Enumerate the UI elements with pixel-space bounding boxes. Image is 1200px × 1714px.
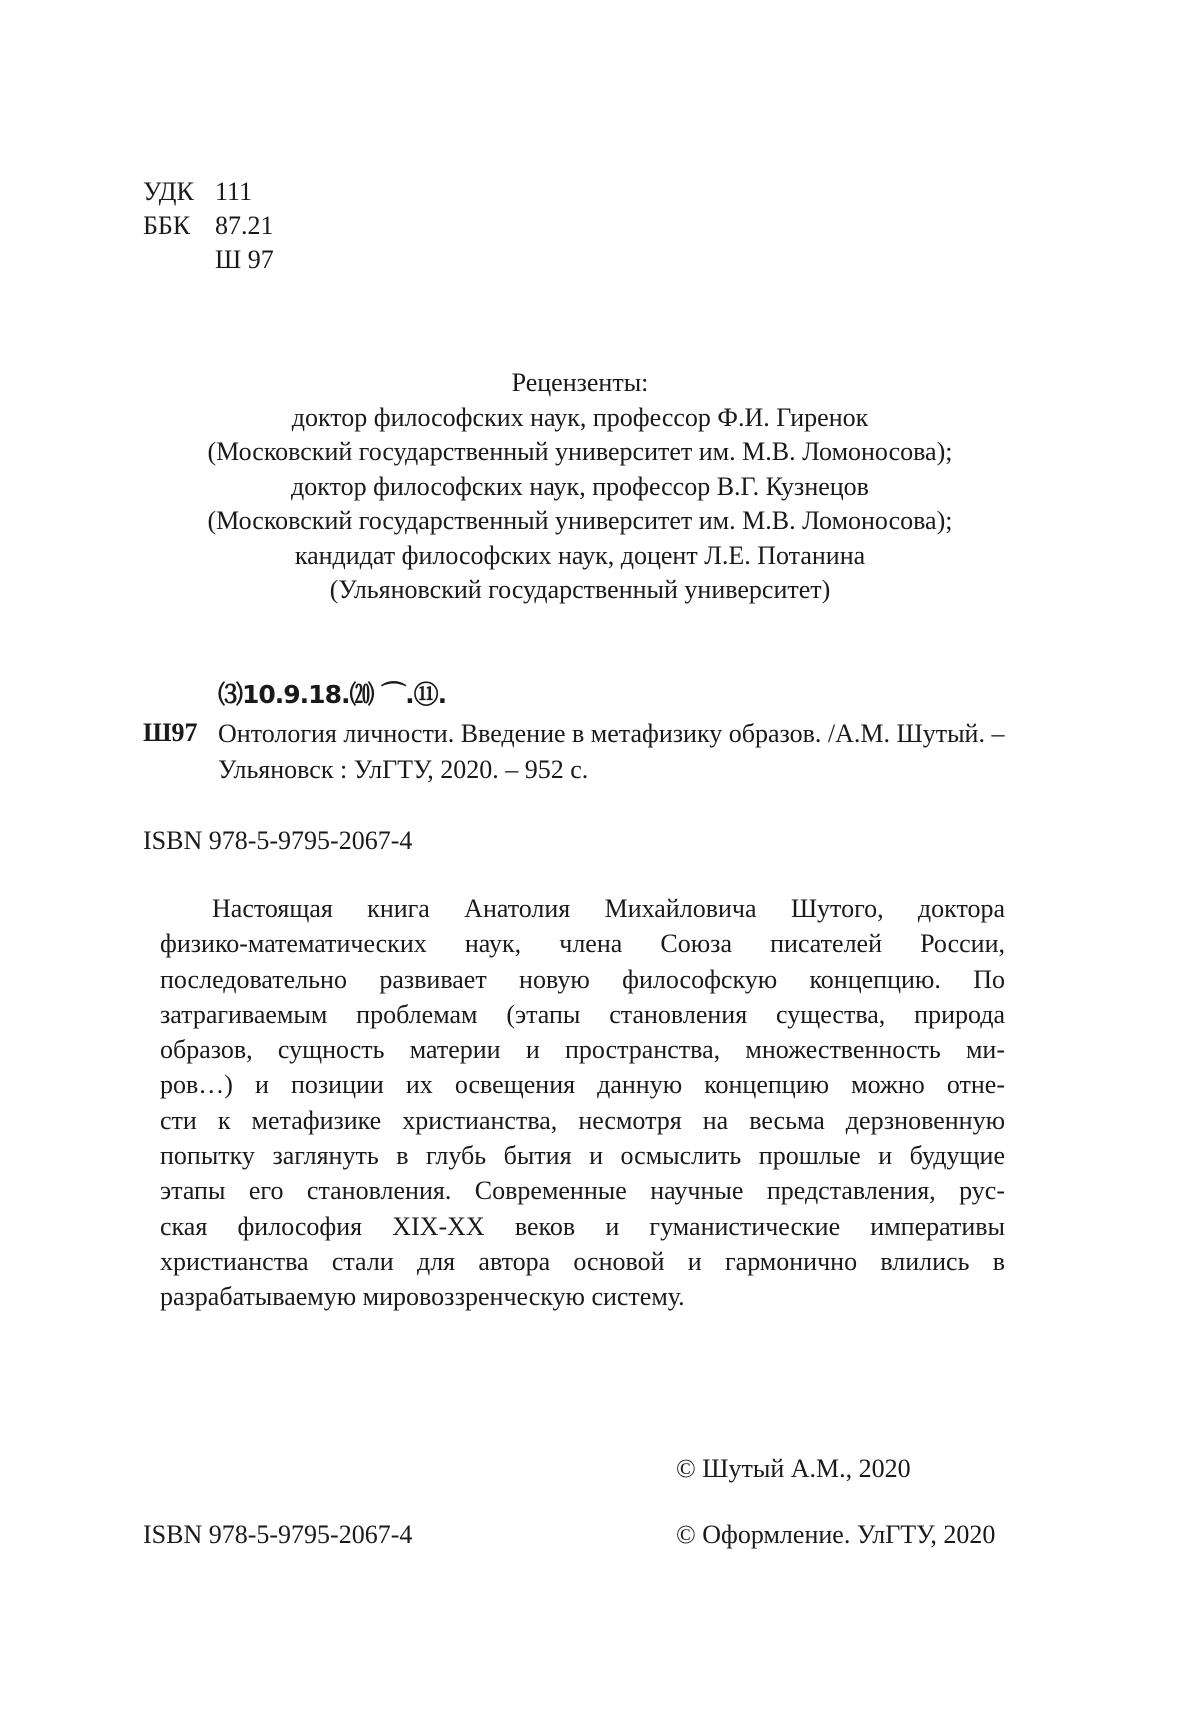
reviewer-affiliation: (Московский государственный университет им. М.В. Ломоносова); bbox=[207, 506, 953, 535]
publisher-cipher: ⑶10.9.18.⒇ ⌒.⑪. bbox=[218, 680, 447, 709]
reviewers-block bbox=[143, 366, 1017, 608]
annotation-line: этапы его становления. Современные научные представления, рус- bbox=[160, 1176, 1005, 1206]
annotation-line: образов, сущность материи и пространства, множественность ми- bbox=[160, 1035, 1005, 1065]
annotation-line: затрагиваемым проблемам (этапы становления существа, природа bbox=[160, 999, 1005, 1029]
reviewer-affiliation: (Ульяновский государственный университет) bbox=[329, 575, 831, 604]
isbn-top: ISBN 978-5-9795-2067-4 bbox=[143, 826, 413, 855]
bbk-label: ББК bbox=[143, 211, 191, 240]
bbk-value: 87.21 bbox=[215, 211, 274, 240]
annotation-line: разрабатываемую мировоззренческую систему. bbox=[160, 1282, 685, 1312]
annotation-paragraph bbox=[160, 891, 1005, 1315]
bibliography-description bbox=[218, 716, 1088, 788]
copyright-design: © Оформление. УлГТУ, 2020 bbox=[676, 1520, 996, 1549]
annotation-line: ская философия XIX-XX веков и гуманистические императивы bbox=[160, 1211, 1005, 1241]
author-mark-line bbox=[143, 243, 274, 277]
reviewer-line: доктор философских наук, профессор Ф.И. Гиренок bbox=[291, 402, 869, 432]
bibliography-line: Ульяновск : УлГТУ, 2020. – 952 с. bbox=[218, 755, 589, 784]
annotation-line: Настоящая книга Анатолия Михайловича Шутого, доктора bbox=[212, 894, 1005, 923]
annotation-line: ров…) и позиции их освещения данную концепцию можно отне- bbox=[160, 1070, 1005, 1100]
reviewer-affiliation: (Московский государственный университет им. М.В. Ломоносова); bbox=[207, 437, 953, 466]
reviewer-line: кандидат философских наук, доцент Л.Е. Потанина bbox=[294, 540, 866, 570]
copyright-author: © Шутый А.М., 2020 bbox=[676, 1454, 911, 1483]
udk-label: УДК bbox=[143, 177, 194, 206]
isbn-bottom: ISBN 978-5-9795-2067-4 bbox=[143, 1520, 413, 1549]
annotation-line: последовательно развивает новую философскую концепцию. По bbox=[160, 964, 1005, 994]
annotation-line: христианства стали для автора основой и гармонично влились в bbox=[160, 1246, 1005, 1276]
reviewers-heading: Рецензенты: bbox=[511, 368, 649, 397]
annotation-line: физико-математических наук, члена Союза писателей России, bbox=[160, 929, 1005, 959]
annotation-line: попытку заглянуть в глубь бытия и осмыслить прошлые и будущие bbox=[160, 1141, 1005, 1171]
author-mark: Ш 97 bbox=[215, 245, 274, 274]
udk-line bbox=[143, 175, 252, 209]
bibliography-code: Ш97 bbox=[143, 718, 198, 747]
bbk-line bbox=[143, 209, 274, 243]
udk-value: 111 bbox=[215, 177, 253, 206]
reviewer-line: доктор философских наук, профессор В.Г. Кузнецов bbox=[291, 471, 869, 501]
annotation-line: сти к метафизике христианства, несмотря на весьма дерзновенную bbox=[160, 1105, 1005, 1135]
bibliography-line: Онтология личности. Введение в метафизику образов. /А.М. Шутый. – bbox=[218, 719, 1005, 748]
